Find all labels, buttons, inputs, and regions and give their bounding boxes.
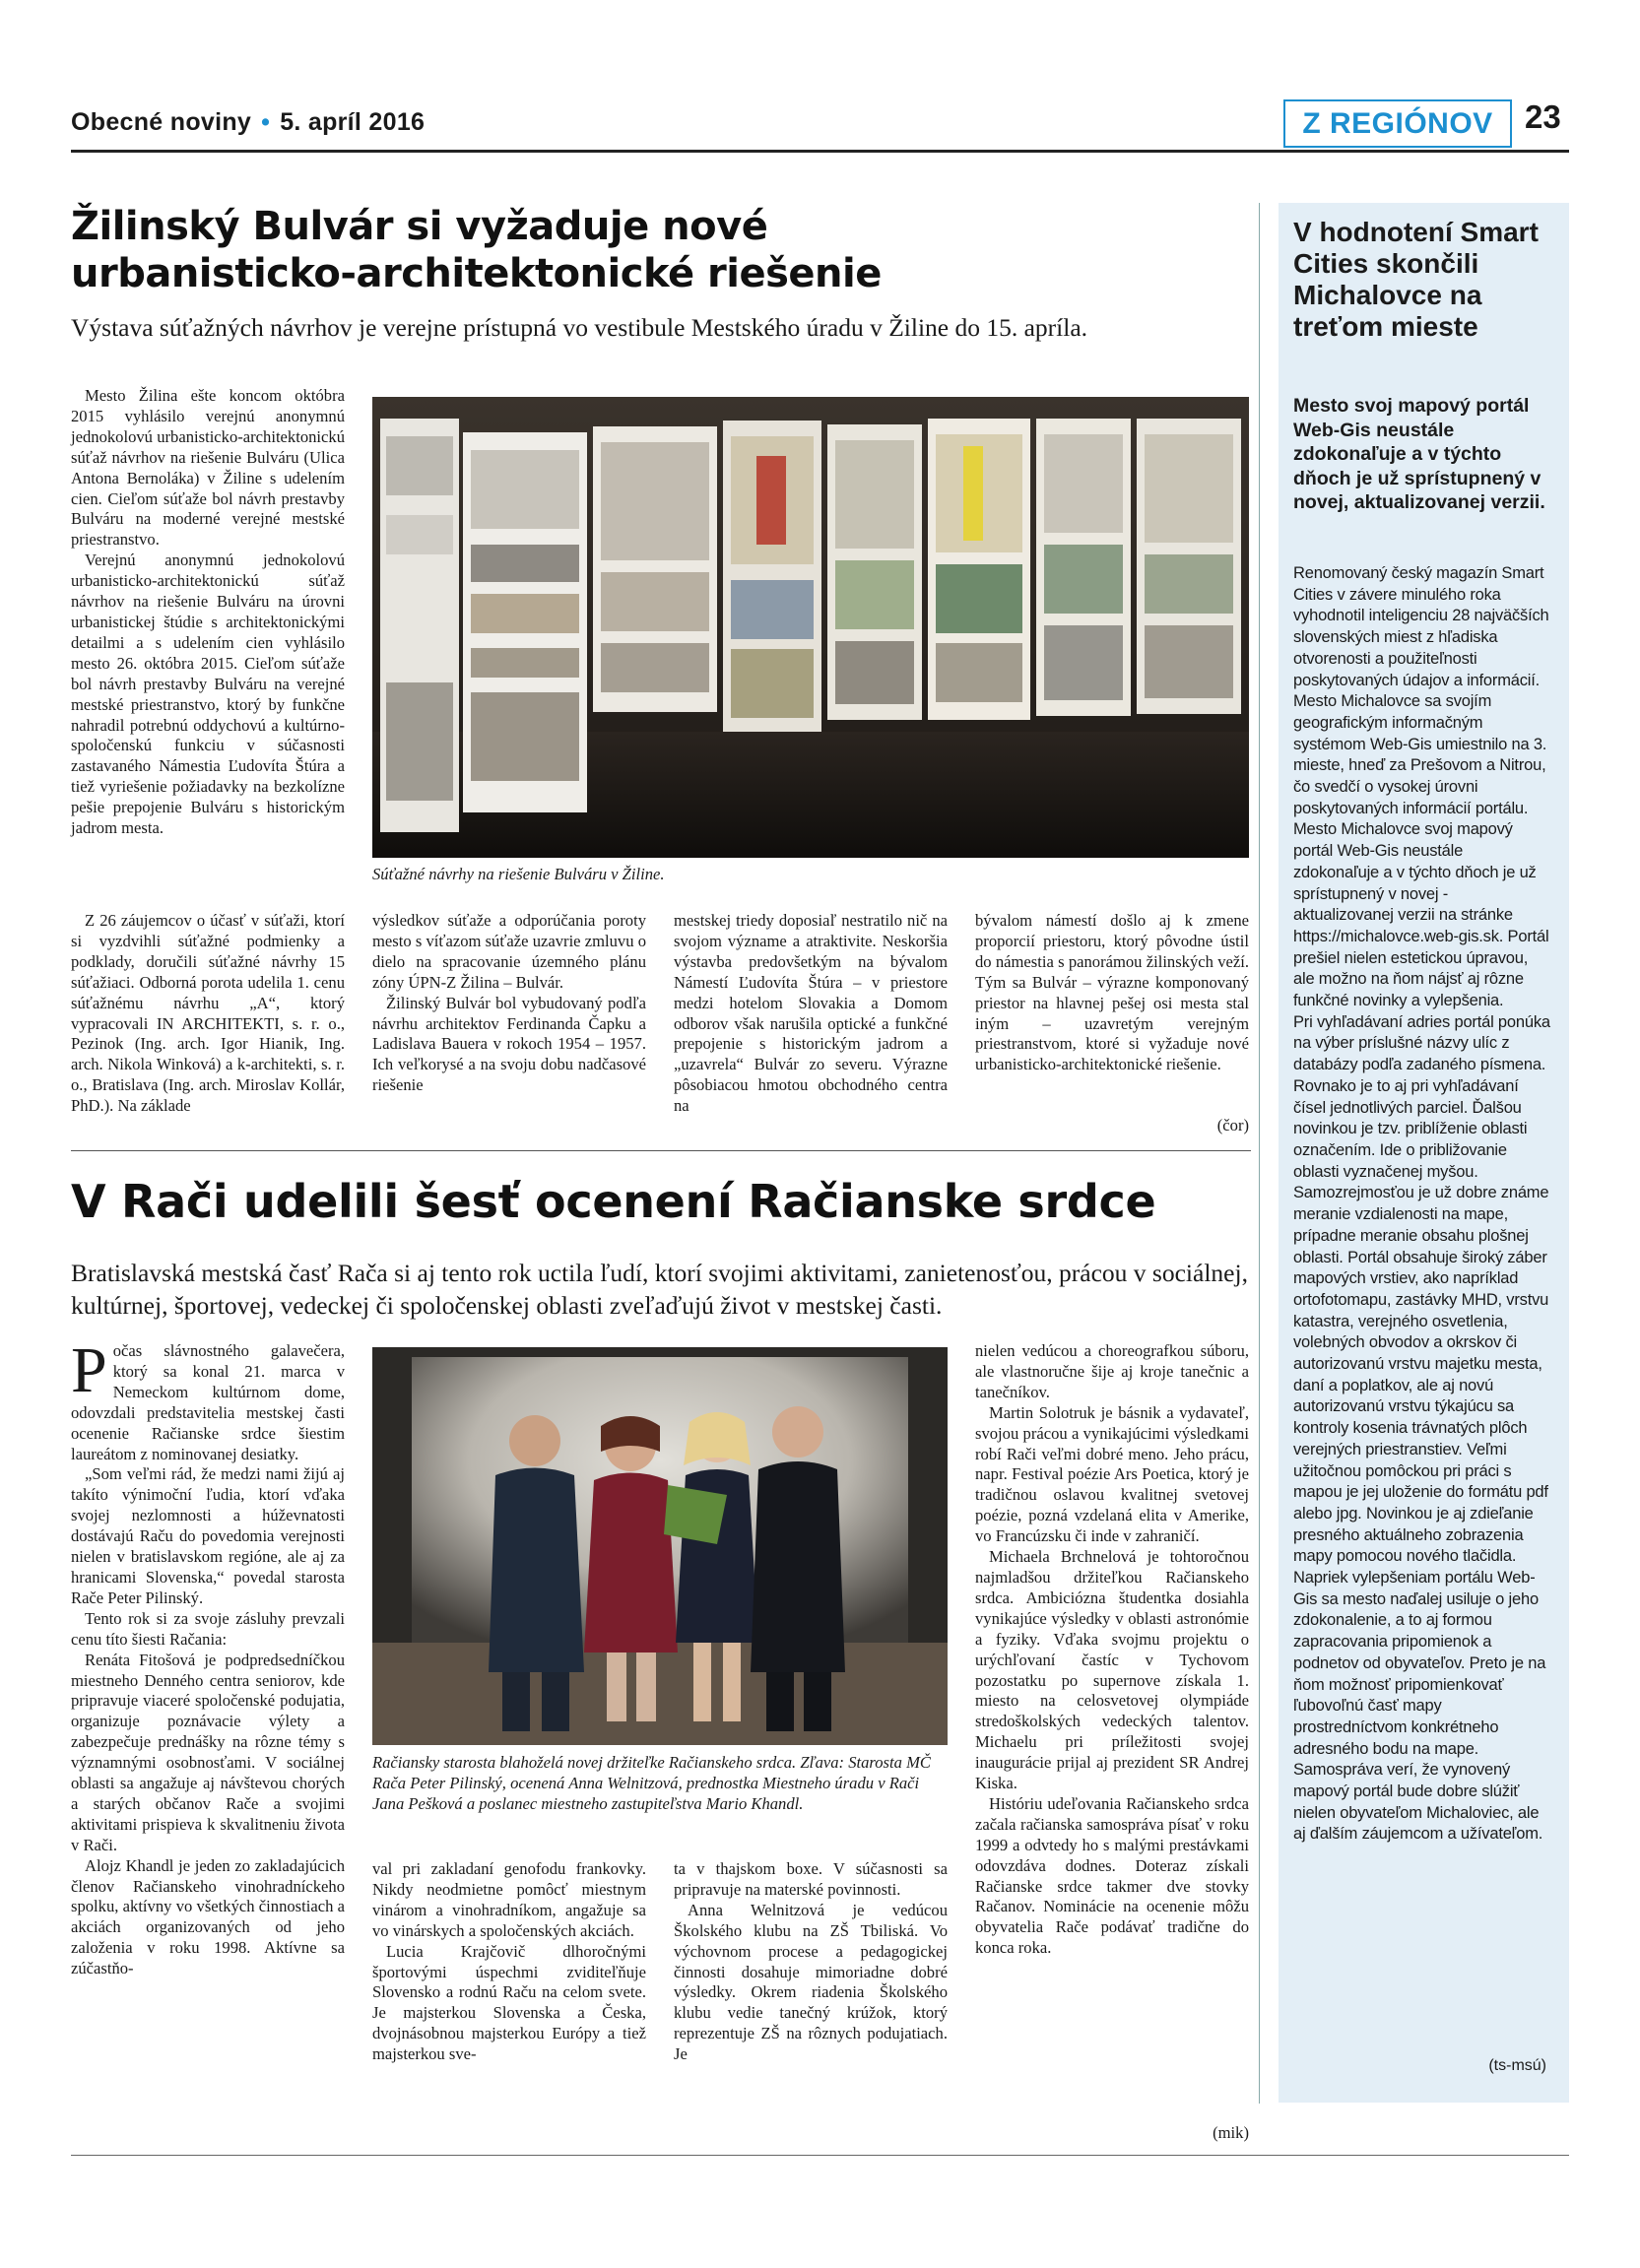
article2-paragraph: Renáta Fitošová je podpredsedníčkou miestneho Denného centra seniorov, kde pripravuje viaceré spoločenské podujatia, organizuje poznávacie výlety a zabezpečuje prednášky na rôzne témy s významnými osobnosťami. V sociálnej oblasti sa angažuje aj návštevou chorých a starých občanov Rače a svojimi aktivitami prispieva k skvalitneniu života v Rači.: [71, 1650, 345, 1854]
panel-4: [723, 421, 821, 732]
sidebar-paragraph: Pri vyhľadávaní adries portál ponúka na výber príslušné názvy ulíc z databázy podľa zadaného písmena. Rovnako je to aj pri vyhľadávaní čísel jednotlivých parciel. Ďalšou novinkou je tzv. priblíženie oblasti označením. Ide o približovanie oblasti vyznačenej myšou. Samozrejmosťou je už dobre známe meranie vzdialenosti na mape, prípadne meranie obsahu plošnej oblasti. Portál obsahuje široký záber mapových vrstiev, ako napríklad ortofotomapu, zastávky MHD, vrstvu katastra, verejného osvetlenia, volebných obvodov a okrskov či autorizovanú vrstvu majetku mesta, daní a poplatkov, ale aj novú autorizovanú vrstvu týkajúcu sa kontroly kosenia trávnatých plôch verejných priestranstiev. Veľmi užitočnou pomôckou pri práci s mapou je jej uloženie do formátu pdf alebo jpg. Novinkou je aj zdieľanie presného aktuálneho zobrazenia mapy pomocou nového tlačidla.: [1293, 1012, 1550, 1566]
article-separator: [71, 1150, 1251, 1151]
header-rule: [71, 150, 1569, 153]
article2-column-1: [71, 1334, 345, 1979]
panel-7: [1036, 419, 1131, 716]
article2-paragraph: Tento rok si za svoje zásluhy prevzali cenu títo šiesti Račania:: [71, 1608, 345, 1649]
article1-paragraph: výsledkov súťaže a odporúčania poroty mesto s víťazom súťaže uzavrie zmluvu o dielo na spracovanie územného plánu zóny ÚPN-Z Žilina – Bulvár.: [372, 911, 646, 992]
article2-headline: V Rači udelili šesť ocenení Račianske srdce: [71, 1175, 1156, 1228]
award-ceremony-photo: [372, 1347, 948, 1745]
page-number: 23: [1525, 98, 1561, 135]
article2-paragraph-text: očas slávnostného galavečera, ktorý sa konal 21. marca v Nemeckom kultúrnom dome, odovzdali predstavitelia mestskej časti ocenenie Račianske srdce šiestim laureátom z nominovanej desiatky.: [71, 1341, 345, 1463]
article2-paragraph: Anna Welnitzová je vedúcou Školského klubu na ZŠ Tbiliská. Vo výchovnom procese a pedagogickej činnosti dosahuje mimoriadne dobré výsledky. Okrem riadenia Školského klubu vedie tanečný krúžok, ktorý reprezentuje ZŠ na rôznych podujatiach. Je: [674, 1900, 948, 2064]
masthead: [71, 108, 425, 137]
article2-first-paragraph: [71, 1334, 345, 1464]
article1-paragraph: Verejnú anonymnú jednokolovú urbanisticko-architektonickú súťaž návrhov na riešenie Bulváru na úrovni urbanistickej štúdie s architektonickými detailmi a s udelením cien vyhlásilo mesto 26. októbra 2015. Cieľom súťaže bol návrh prestavby Bulváru na verejné mestské priestranstvo, ktorý by funkčne nahradil potrebnú oddychovú a kultúrno-spoločenskú funkciu v súčasnosti zastavaného Námestia Ľudovíta Štúra a tiež vyriešenie požiadavky na bezkolízne pešie prepojenie Bulváru s historickým jadrom mesta.: [71, 551, 345, 838]
panel-2: [463, 432, 587, 812]
article1-column-1: [71, 386, 345, 839]
exhibition-photo-caption: Súťažné návrhy na riešenie Bulváru v Žiline.: [372, 865, 665, 883]
sidebar-paragraph: Napriek vylepšeniam portálu Web-Gis sa mesto naďalej usiluje o jeho zdokonalenie, a to aj formou zapracovania pripomienok a podnetov od obyvateľov. Preto je na ňom možnosť pripomienkovať ľubovoľnú časť mapy prostredníctvom konkrétneho adresného bodu na mape. Samospráva verí, že vynovený mapový portál bude dobre slúžiť nielen obyvateľom Michaloviec, ale aj ďalším záujemcom a užívateľom.: [1293, 1569, 1546, 1844]
article2-column-3: [674, 1859, 948, 2065]
section-label: Z REGIÓNOV: [1283, 99, 1512, 148]
publication-name: Obecné noviny: [71, 108, 252, 136]
article1-headline-line2: urbanisticko-architektonické riešenie: [71, 251, 882, 296]
article2-paragraph: nielen vedúcou a choreografkou súboru, ale vlastnoručne šije aj kroje tanečnic a tanečníkov.: [975, 1341, 1249, 1401]
sidebar-divider: [1259, 203, 1260, 2104]
article1-paragraph: Mesto Žilina ešte koncom októbra 2015 vyhlásilo verejnú anonymnú jednokolovú urbanisticko-architektonickú súťaž návrhov na riešenie Bulváru (Ulica Antona Bernoláka) v Žiline s udelením cien. Cieľom súťaže bol návrh prestavby Bulváru na moderné verejné mestské priestranstvo.: [71, 386, 345, 550]
sidebar-paragraph: Renomovaný český magazín Smart Cities v závere minulého roka vyhodnotil inteligenciu 28 najväčších slovenských miest z hľadiska otvorenosti a použiteľnosti poskytovaných údajov a informácií. Mesto Michalovce sa svojím geografickým informačným systémom Web-Gis umiestnilo na 3. mieste, hneď za Prešovom a Nitrou, čo svedčí o vysokej úrovni poskytovaných informácií portálu.: [1293, 564, 1549, 817]
article1-lead: Výstava súťažných návrhov je verejne prístupná vo vestibule Mestského úradu v Žiline do 15. apríla.: [71, 313, 1088, 342]
panel-3: [593, 426, 717, 712]
article1-headline-line1: Žilinský Bulvár si vyžaduje nové: [71, 204, 768, 249]
exhibition-photo: [372, 397, 1249, 858]
sidebar-lead: Mesto svoj mapový portál Web-Gis neustále zdokonaľuje a v týchto dňoch je už sprístupnený v novej, aktualizovanej verzii.: [1293, 395, 1545, 514]
article2-paragraph: „Som veľmi rád, že medzi nami žijú aj takíto výnimoční ľudia, ktorí vďaka svojej nezlomnosti a húževnatosti dostávajú Raču do povedomia verejnosti nielen v bratislavskom regióne, ale aj za hranicami Slovenska,“ povedal starosta Rače Peter Pilinský.: [71, 1464, 345, 1607]
article2-paragraph: Martin Solotruk je básnik a vydavateľ, svojou prácou a vynikajúcimi výsledkami robí Rači veľmi dobré meno. Jeho prácu, napr. Festival poézie Ars Poetica, ktorý je tradičnou oslavou kvalitnej svetovej poézie, pozná vzdelaná elita v Amerike, vo Francúzsku či inde v zahraničí.: [975, 1402, 1249, 1546]
panel-1: [380, 419, 459, 832]
drop-cap: P: [71, 1334, 107, 1406]
article2-column-2: [372, 1859, 646, 2065]
footer-rule: [71, 2155, 1569, 2156]
award-ceremony-photo-illustration: [372, 1347, 948, 1745]
panel-6: [928, 419, 1030, 720]
sidebar-signature: (ts-msú): [1488, 2057, 1546, 2074]
separator-dot: •: [261, 108, 271, 136]
article2-column-4: [975, 1341, 1249, 1959]
article1-column-2: [372, 911, 646, 1096]
article2-paragraph: Lucia Krajčovič dlhoročnými športovými úspechmi zviditeľňuje Slovensko a rodnú Raču na celom svete. Je majsterkou Slovenska a Česka, dvojnásobnou majsterkou Európy a tiež majsterkou sve-: [372, 1941, 646, 2064]
issue-date: 5. apríl 2016: [280, 108, 426, 136]
award-photo-caption: Račiansky starosta blahoželá novej držiteľke Račianskeho srdca. Zľava: Starosta MČ Rača Peter Pilinský, ocenená Anna Welnitzová, prednostka Miestneho úradu v Rači Jana Pešková a poslanec miestneho zastupiteľstva Mario Khandl.: [372, 1753, 931, 1813]
article2-signature: (mik): [1213, 2123, 1249, 2142]
panel-5: [827, 424, 922, 720]
article1-column-1-lower: [71, 911, 345, 1117]
article1-signature: (čor): [1216, 1116, 1249, 1134]
panel-8: [1137, 419, 1241, 714]
sidebar-headline: V hodnotení Smart Cities skončili Michalovce na treťom mieste: [1293, 217, 1539, 342]
sidebar-body: [1293, 563, 1551, 1846]
article2-paragraph: val pri zakladaní genofodu frankovky. Nikdy neodmietne pomôcť miestnym vinárom a vinohradníkom, angažuje sa vo vinárskych a spoločenských akciách.: [372, 1859, 646, 1940]
sidebar-paragraph: Mesto Michalovce svoj mapový portál Web-Gis neustále zdokonaľuje a v týchto dňoch je už sprístupnený v novej - aktualizovanej verzii na stránke https://michalovce.web-gis.sk. Portál prešiel nielen estetickou úpravou, ale možno na ňom nájsť aj rôzne funkčné novinky a vylepšenia.: [1293, 820, 1549, 1010]
article2-paragraph: ta v thajskom boxe. V súčasnosti sa pripravuje na materské povinnosti.: [674, 1859, 948, 1899]
article2-paragraph: Históriu udeľovania Račianskeho srdca začala račianska samospráva písať v roku 1999 a odvtedy ho s malými prestávkami odovzdáva dodnes. Doteraz získali Račianske srdce takmer dve stovky Račanov. Nominácie na ocenenie môžu obyvatelia Rače podávať tradične do konca roka.: [975, 1793, 1249, 1958]
article1-headline: [71, 203, 1233, 297]
article1-column-3: [674, 911, 948, 1117]
article2-lead: Bratislavská mestská časť Rača si aj tento rok uctila ľudí, ktorí svojimi aktivitami, zanietenosťou, prácou v sociálnej, kultúrnej, športovej, vedeckej či spoločenskej oblasti zveľaďujú život v mestskej časti.: [71, 1259, 1248, 1320]
article1-paragraph: Z 26 záujemcov o účasť v súťaži, ktorí si vyzdvihli súťažné podmienky a podklady, doručili súťažné návrhy 15 súťažiaci. Odborná porota udelila 1. cenu súťažnému návrhu „A“, ktorý vypracovali IN ARCHITEKTI, s. r. o., Pezinok (Ing. arch. Igor Hianik, Ing. arch. Nikola Winková) a k-architekti, s. r. o., Bratislava (Ing. arch. Miroslav Kollár, PhD.). Na základe: [71, 911, 345, 1116]
article2-paragraph: Michaela Brchnelová je tohtoročnou najmladšou držiteľkou Račianskeho srdca. Ambiciózna študentka dosiahla vynikajúce výsledky v oblasti astronómie a fyziky. Vďaka svojmu projektu o urýchľovaní častíc v Tychovom pozostatku po supernove získala 1. miesto na celosvetovej olympiáde stredoškolských vedeckých talentov. Michaelu pri príležitosti svojej inaugurácie prijal aj prezident SR Andrej Kiska.: [975, 1547, 1249, 1793]
article1-paragraph: Žilinský Bulvár bol vybudovaný podľa návrhu architektov Ferdinanda Čapku a Ladislava Bauera v rokoch 1954 – 1957. Ich veľkorysé a na svoju dobu nadčasové riešenie: [372, 993, 646, 1095]
article1-paragraph: bývalom námestí došlo aj k zmene proporcií priestoru, ktorý pôvodne ústil do námestia s panorámou žilinských veží. Tým sa Bulvár – výrazne komponovaný priestor na hlavnej pešej osi mesta stal iným – uzavretým verejným priestranstvom, ktoré si vyžaduje nové urbanisticko-architektonické riešenie.: [975, 911, 1249, 1074]
article1-paragraph: mestskej triedy doposiaľ nestratilo nič na svojom význame a atraktivite. Neskoršia výstavba predovšetkým na bývalom Námestí Ľudovíta Štúra – v priestore medzi hotelom Slovakia a Domom odborov však narušila optické a funkčné prepojenie s historickým jadrom a „uzavrela“ Bulvár zo severu. Výrazne pôsobiacou hmotou obchodného centra na: [674, 911, 948, 1116]
exhibition-photo-illustration: [372, 397, 1249, 858]
article2-paragraph: Alojz Khandl je jeden zo zakladajúcich členov Račianskeho vinohradníckeho spolku, aktívny vo všetkých činnostiach a akciách organizovaných od jeho založenia v roku 1998. Aktívne sa zúčastňo-: [71, 1855, 345, 1978]
article1-column-4: [975, 911, 1249, 1075]
